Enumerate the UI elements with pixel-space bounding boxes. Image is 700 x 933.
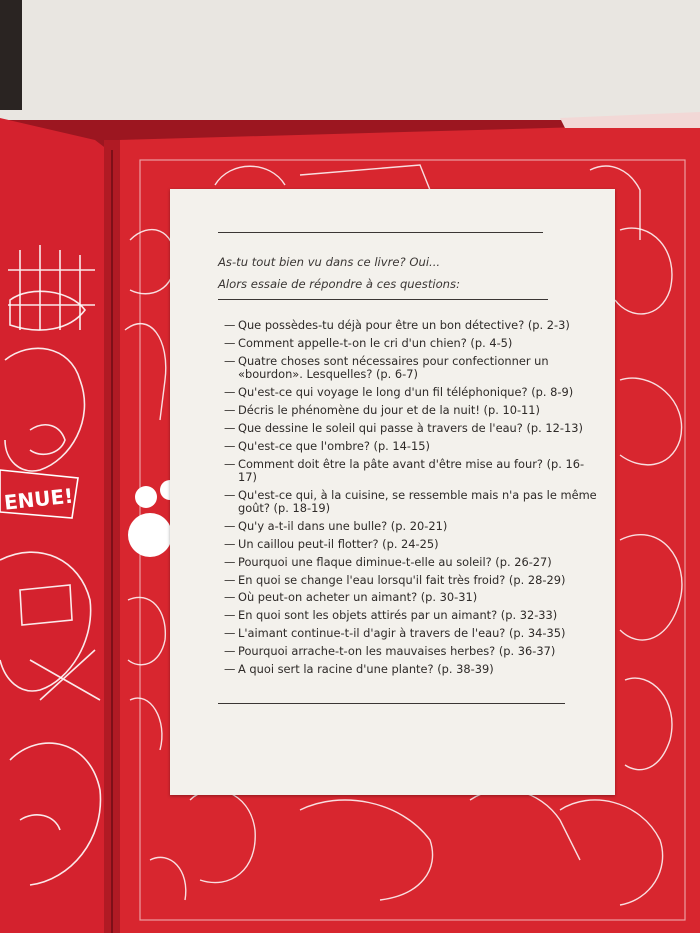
list-item [224, 591, 599, 604]
question-text: En quoi se change l'eau lorsqu'il fait très froid? (p. 28-29) [238, 572, 566, 587]
question-text: Comment doit être la pâte avant d'être mise au four? (p. 16-17) [238, 456, 585, 484]
item-dash: — [224, 590, 236, 605]
bottom-rule [218, 703, 565, 704]
item-dash: — [224, 662, 236, 677]
question-text: Pourquoi une flaque diminue-t-elle au soleil? (p. 26-27) [238, 554, 552, 569]
question-text: En quoi sont les objets attirés par un aimant? (p. 32-33) [238, 608, 558, 623]
question-text: Un caillou peut-il flotter? (p. 24-25) [238, 536, 439, 551]
list-item [224, 627, 599, 640]
list-item [224, 645, 599, 658]
question-text: Que possèdes-tu déjà pour être un bon détective? (p. 2-3) [238, 318, 570, 332]
item-dash: — [224, 353, 236, 368]
item-dash: — [224, 402, 236, 417]
list-item [224, 355, 599, 382]
list-item [224, 609, 599, 622]
question-text: Décris le phénomène du jour et de la nuit! (p. 10-11) [238, 402, 540, 417]
question-text: Pourquoi arrache-t-on les mauvaises herbes? (p. 36-37) [238, 644, 556, 659]
questions-card [170, 189, 615, 795]
item-dash: — [224, 384, 236, 399]
question-text: A quoi sert la racine d'une plante? (p. 38-39) [238, 662, 494, 677]
list-item [224, 404, 599, 417]
list-item [224, 489, 599, 516]
question-text: Qu'y a-t-il dans une bulle? (p. 20-21) [238, 518, 448, 533]
list-item [224, 458, 599, 485]
item-dash: — [224, 420, 236, 435]
item-dash: — [224, 456, 236, 471]
list-item [224, 556, 599, 569]
question-text: Qu'est-ce que l'ombre? (p. 14-15) [238, 438, 430, 453]
intro-rule [218, 299, 548, 300]
list-item [224, 386, 599, 399]
item-dash: — [224, 487, 236, 502]
question-text: Quatre choses sont nécessaires pour confectionner un «bourdon». Lesquelles? (p. 6-7) [238, 353, 549, 382]
item-dash: — [224, 608, 236, 623]
item-dash: — [224, 554, 236, 569]
item-dash: — [224, 536, 236, 551]
intro-line-2: Alors essaie de répondre à ces questions: [218, 277, 460, 291]
banner-text: ENUE! [2, 483, 75, 515]
list-item [224, 440, 599, 453]
list-item [224, 319, 599, 332]
left-page [0, 118, 108, 933]
item-dash: — [224, 644, 236, 659]
questions-list [224, 319, 599, 681]
list-item [224, 422, 599, 435]
list-item [224, 538, 599, 551]
intro-line-1: As-tu tout bien vu dans ce livre? Oui... [218, 255, 441, 269]
question-text: L'aimant continue-t-il d'agir à travers de l'eau? (p. 34-35) [238, 626, 566, 641]
list-item [224, 663, 599, 676]
item-dash: — [224, 318, 236, 332]
list-item [224, 520, 599, 533]
question-text: Qu'est-ce qui, à la cuisine, se ressemble mais n'a pas le même goût? (p. 18-19) [238, 487, 597, 516]
list-item [224, 337, 599, 350]
list-item [224, 574, 599, 587]
question-text: Que dessine le soleil qui passe à travers de l'eau? (p. 12-13) [238, 420, 583, 435]
item-dash: — [224, 572, 236, 587]
question-text: Où peut-on acheter un aimant? (p. 30-31) [238, 590, 478, 605]
question-text: Qu'est-ce qui voyage le long d'un fil téléphonique? (p. 8-9) [238, 384, 574, 399]
item-dash: — [224, 335, 236, 350]
item-dash: — [224, 518, 236, 533]
item-dash: — [224, 438, 236, 453]
dark-corner [0, 0, 22, 110]
item-dash: — [224, 626, 236, 641]
top-rule [218, 232, 543, 233]
question-text: Comment appelle-t-on le cri d'un chien? (p. 4-5) [238, 335, 513, 350]
